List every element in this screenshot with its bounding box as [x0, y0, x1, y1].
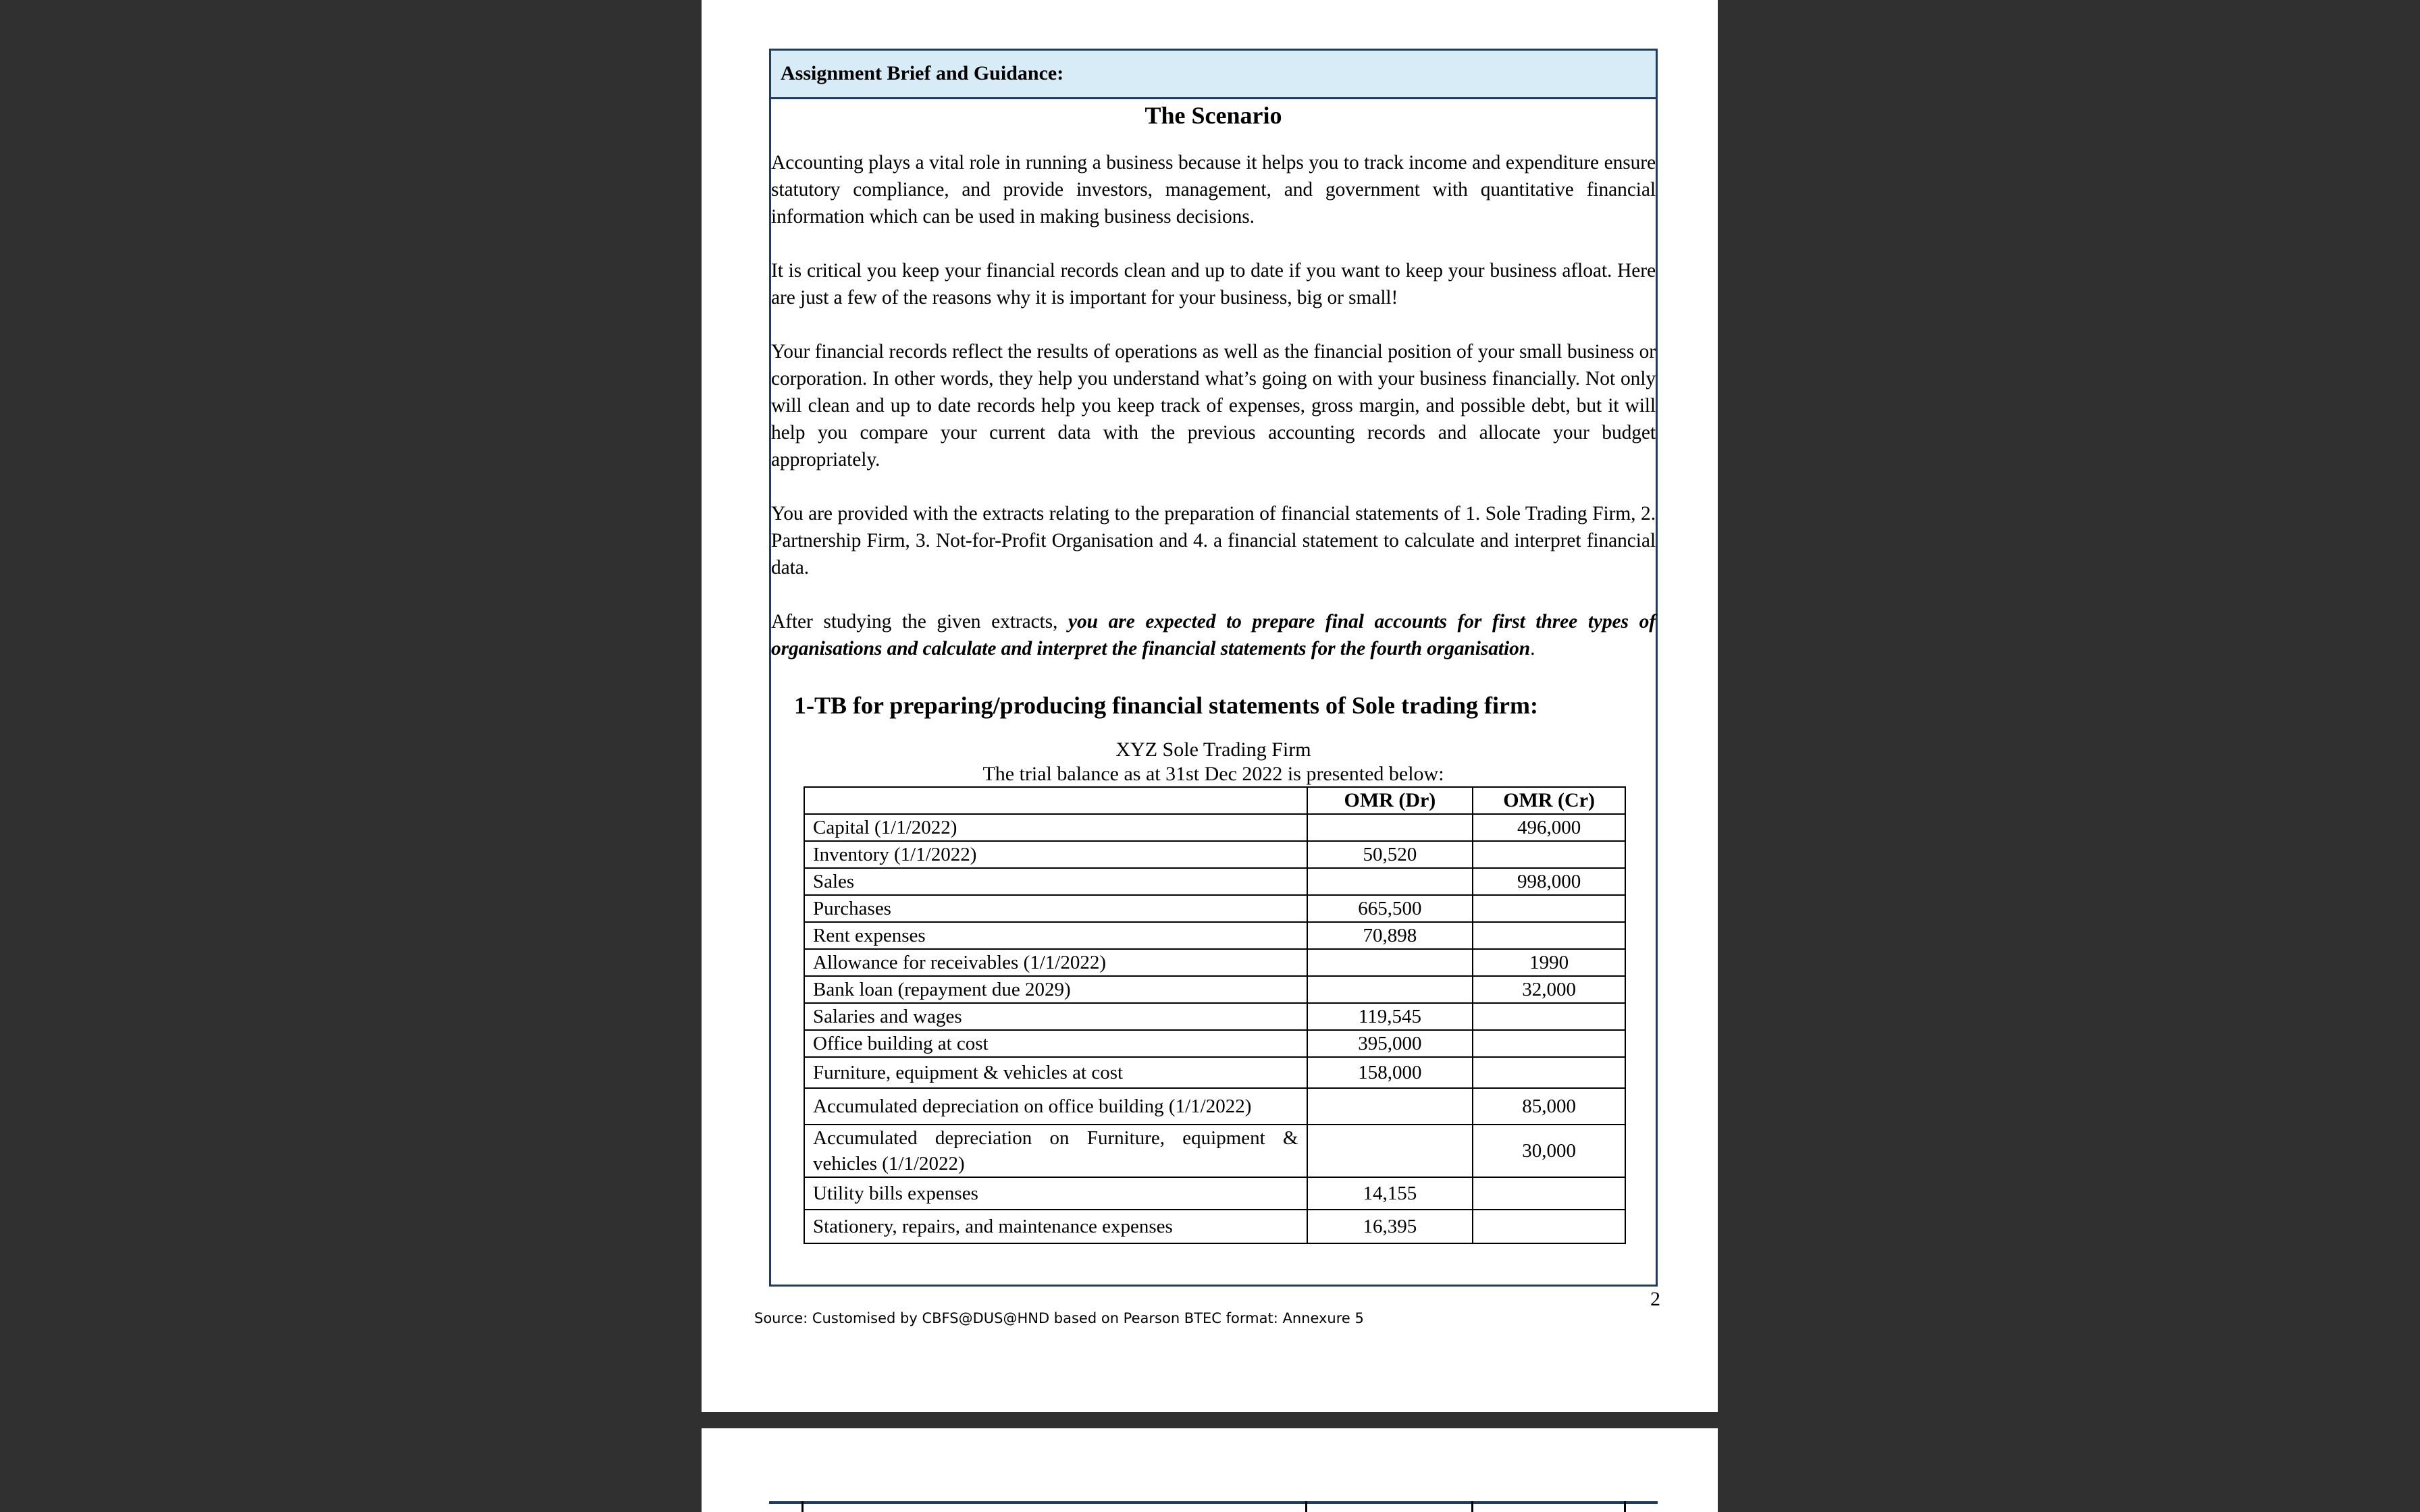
- document-page-2: [702, 0, 1718, 1412]
- table-header-row: [804, 787, 1625, 814]
- row-debit: 158,000: [1307, 1057, 1473, 1088]
- scenario-title: The Scenario: [1145, 102, 1282, 129]
- row-debit: [1307, 949, 1473, 976]
- table-row: [804, 1088, 1625, 1125]
- firm-name: XYZ Sole Trading Firm: [1115, 738, 1311, 761]
- row-credit: 998,000: [1473, 868, 1625, 895]
- row-description: Accumulated depreciation on office building (1/1/2022): [804, 1088, 1307, 1125]
- row-description: Accumulated depreciation on Furniture, equipment & vehicles (1/1/2022): [804, 1125, 1307, 1177]
- next-page-table-border: [1305, 1501, 1307, 1512]
- paragraph-accounting-role: Accounting plays a vital role in running a business because it helps you to track income and expenditure ensure statutory compliance, and provide investors, management, and government with quantitative financial information which can be used in making business decisions.: [771, 152, 1656, 227]
- next-page-frame-top: [769, 1501, 1658, 1504]
- row-description: Rent expenses: [804, 922, 1307, 949]
- page-number: 2: [1650, 1288, 1660, 1310]
- row-debit: [1307, 1125, 1473, 1177]
- row-description: Capital (1/1/2022): [804, 814, 1307, 841]
- row-description: Allowance for receivables (1/1/2022): [804, 949, 1307, 976]
- row-credit: [1473, 841, 1625, 868]
- row-credit: [1473, 1003, 1625, 1030]
- row-description: Utility bills expenses: [804, 1177, 1307, 1210]
- row-credit: [1473, 1030, 1625, 1057]
- row-description: Inventory (1/1/2022): [804, 841, 1307, 868]
- row-debit: 119,545: [1307, 1003, 1473, 1030]
- row-debit: [1307, 814, 1473, 841]
- row-debit: 395,000: [1307, 1030, 1473, 1057]
- paragraph-records-reflect: Your financial records reflect the results of operations as well as the financial position of your small business or corporation. In other words, they help you understand what’s going on with your business financially. Not only will clean and up to date records help you keep track of expenses, gross margin, and possible debt, but it will help you compare your current data with the previous accounting records and allocate your budget appropriately.: [771, 341, 1656, 470]
- section-heading: 1-TB for preparing/producing financial statements of Sole trading firm:: [794, 692, 1538, 719]
- row-debit: [1307, 1088, 1473, 1125]
- row-debit: 50,520: [1307, 841, 1473, 868]
- assignment-brief-frame: [769, 49, 1658, 1287]
- row-debit: 665,500: [1307, 895, 1473, 922]
- row-debit: 16,395: [1307, 1210, 1473, 1243]
- brief-content: [771, 101, 1656, 1244]
- table-row: [804, 841, 1625, 868]
- table-row: [804, 895, 1625, 922]
- table-row: [804, 976, 1625, 1003]
- next-page-table-border: [1624, 1501, 1626, 1512]
- row-credit: [1473, 1177, 1625, 1210]
- table-row: [804, 1210, 1625, 1243]
- row-credit: [1473, 1057, 1625, 1088]
- trial-balance-title: [771, 738, 1656, 786]
- table-row: [804, 949, 1625, 976]
- next-page-table-border: [801, 1501, 804, 1512]
- table-row: [804, 814, 1625, 841]
- row-description: Salaries and wages: [804, 1003, 1307, 1030]
- row-credit: 85,000: [1473, 1088, 1625, 1125]
- expectations-lead: After studying the given extracts,: [771, 611, 1069, 632]
- table-row: [804, 868, 1625, 895]
- row-debit: [1307, 868, 1473, 895]
- footer-source: Source: Customised by CBFS@DUS@HND based on Pearson BTEC format: Annexure 5: [754, 1310, 1364, 1326]
- next-page-table-border: [1471, 1501, 1473, 1512]
- paragraph-records-critical: It is critical you keep your financial records clean and up to date if you want to keep your business afloat. Here are just a few of the reasons why it is important for your business, big or small!: [771, 260, 1656, 308]
- row-credit: 32,000: [1473, 976, 1625, 1003]
- table-row: [804, 1177, 1625, 1210]
- row-credit: 1990: [1473, 949, 1625, 976]
- row-debit: 14,155: [1307, 1177, 1473, 1210]
- row-description: Office building at cost: [804, 1030, 1307, 1057]
- row-description: Bank loan (repayment due 2029): [804, 976, 1307, 1003]
- header-omr-cr: OMR (Cr): [1473, 787, 1625, 814]
- brief-header: Assignment Brief and Guidance:: [771, 51, 1656, 99]
- row-description: Stationery, repairs, and maintenance expenses: [804, 1210, 1307, 1243]
- trial-balance-subtitle: The trial balance as at 31st Dec 2022 is presented below:: [982, 763, 1444, 785]
- expectations-emphasis: you are expected to prepare final accounts for first three types of organisations and calculate and interpret the financial statements for the fourth organisation: [771, 611, 1656, 659]
- row-credit: [1473, 1210, 1625, 1243]
- paragraph-expectations: [771, 608, 1656, 662]
- expectations-end: .: [1530, 638, 1535, 659]
- row-credit: [1473, 922, 1625, 949]
- row-description: Sales: [804, 868, 1307, 895]
- table-row: [804, 1125, 1625, 1177]
- row-debit: [1307, 976, 1473, 1003]
- row-description: Furniture, equipment & vehicles at cost: [804, 1057, 1307, 1088]
- trial-balance-table: [804, 786, 1626, 1244]
- table-row: [804, 1030, 1625, 1057]
- paragraph-extracts-provided: You are provided with the extracts relating to the preparation of financial statements of 1. Sole Trading Firm, 2. Partnership Firm, 3. Not-for-Profit Organisation and 4. a financial statement to calculate and interpret financial data.: [771, 503, 1656, 578]
- row-credit: [1473, 895, 1625, 922]
- table-row: [804, 922, 1625, 949]
- table-row: [804, 1057, 1625, 1088]
- row-credit: 30,000: [1473, 1125, 1625, 1177]
- header-description: [804, 787, 1307, 814]
- document-page-3: [702, 1428, 1718, 1512]
- table-row: [804, 1003, 1625, 1030]
- row-debit: 70,898: [1307, 922, 1473, 949]
- header-omr-dr: OMR (Dr): [1307, 787, 1473, 814]
- row-description: Purchases: [804, 895, 1307, 922]
- row-credit: 496,000: [1473, 814, 1625, 841]
